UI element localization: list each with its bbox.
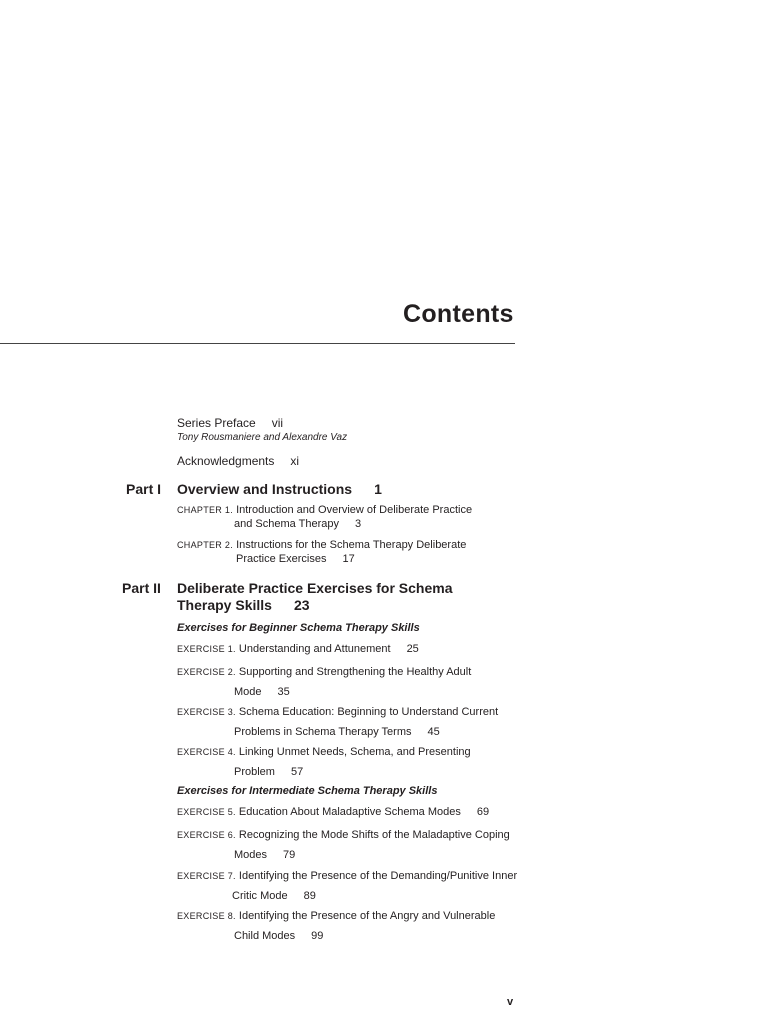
exercise-label: EXERCISE 6.	[177, 830, 236, 840]
exercise-label: EXERCISE 8.	[177, 911, 236, 921]
exercise-title: Education About Maladaptive Schema Modes	[238, 806, 461, 818]
part-title-text: Overview and Instructions	[177, 481, 353, 497]
toc-chapter-1[interactable]	[177, 503, 472, 531]
part-title[interactable]	[177, 481, 382, 498]
toc-exercise-6[interactable]	[177, 825, 510, 865]
exercise-title: Understanding and Attunement	[238, 643, 391, 655]
exercise-title: Identifying the Presence of the Demanding/Punitive Inner	[238, 870, 518, 882]
exercise-page: 89	[303, 890, 316, 902]
part-label: Part I	[126, 481, 162, 497]
exercise-page: 79	[283, 849, 296, 861]
exercise-title: Schema Education: Beginning to Understand Current	[238, 706, 499, 718]
chapter-page: 17	[342, 553, 355, 565]
exercise-title-cont: Child Modes	[234, 930, 296, 942]
chapter-label: CHAPTER 1.	[177, 505, 234, 515]
exercise-title: Identifying the Presence of the Angry and Vulnerable	[238, 910, 496, 922]
exercise-label: EXERCISE 3.	[177, 707, 236, 717]
exercise-title: Recognizing the Mode Shifts of the Maladaptive Coping	[238, 829, 510, 841]
chapter-title: Introduction and Overview of Deliberate Practice	[236, 504, 473, 516]
title-rule	[0, 343, 515, 344]
entry-page: vii	[271, 416, 284, 430]
exercise-page: 57	[290, 766, 304, 778]
entry-label: Series Preface	[177, 416, 256, 430]
exercise-page: 25	[406, 643, 419, 655]
exercise-title-cont: Mode	[234, 686, 262, 698]
exercise-title: Supporting and Strengthening the Healthy Adult	[238, 666, 472, 678]
exercise-page: 99	[311, 930, 324, 942]
chapter-title: Instructions for the Schema Therapy Deliberate	[236, 539, 467, 551]
exercise-title-cont: Problems in Schema Therapy Terms	[234, 726, 412, 738]
exercise-title-cont: Problem	[234, 766, 275, 778]
chapter-title-cont: and Schema Therapy	[234, 518, 339, 530]
part-page: 23	[293, 597, 310, 613]
toc-entry-series-preface[interactable]	[177, 416, 283, 430]
series-preface-author: Tony Rousmaniere and Alexandre Vaz	[177, 432, 348, 443]
toc-exercise-3[interactable]	[177, 702, 498, 742]
toc-exercise-5[interactable]	[177, 805, 489, 819]
exercise-label: EXERCISE 4.	[177, 747, 236, 757]
exercise-label: EXERCISE 5.	[177, 807, 236, 817]
part-label: Part II	[122, 580, 161, 596]
exercise-title-cont: Modes	[234, 849, 268, 861]
part-page: 1	[374, 481, 382, 497]
chapter-label: CHAPTER 2.	[177, 540, 234, 550]
entry-page: xi	[290, 454, 300, 468]
chapter-title-cont: Practice Exercises	[236, 553, 327, 565]
toc-exercise-2[interactable]	[177, 662, 471, 702]
exercise-label: EXERCISE 2.	[177, 667, 236, 677]
toc-entry-acknowledgments[interactable]	[177, 454, 299, 468]
page-title: Contents	[403, 300, 514, 328]
exercise-label: EXERCISE 7.	[177, 871, 236, 881]
toc-exercise-1[interactable]	[177, 642, 419, 656]
exercise-title-cont: Critic Mode	[232, 890, 288, 902]
toc-exercise-7[interactable]	[177, 866, 517, 906]
exercise-page: 69	[476, 806, 490, 818]
toc-exercise-8[interactable]	[177, 906, 495, 946]
entry-label: Acknowledgments	[177, 454, 275, 468]
exercise-title: Linking Unmet Needs, Schema, and Presenting	[238, 746, 471, 758]
exercise-label: EXERCISE 1.	[177, 644, 236, 654]
exercise-page: 35	[277, 686, 290, 698]
section-heading: Exercises for Intermediate Schema Therapy Skills	[177, 785, 438, 797]
part-title-text: Deliberate Practice Exercises for Schema	[177, 580, 453, 596]
toc-exercise-4[interactable]	[177, 742, 471, 782]
toc-chapter-2[interactable]	[177, 538, 466, 566]
part-title[interactable]	[177, 580, 453, 614]
exercise-page: 45	[427, 726, 440, 738]
part-title-text-cont: Therapy Skills	[177, 597, 272, 613]
page-number: v	[507, 996, 514, 1008]
section-heading: Exercises for Beginner Schema Therapy Skills	[177, 622, 420, 634]
chapter-page: 3	[354, 518, 362, 530]
